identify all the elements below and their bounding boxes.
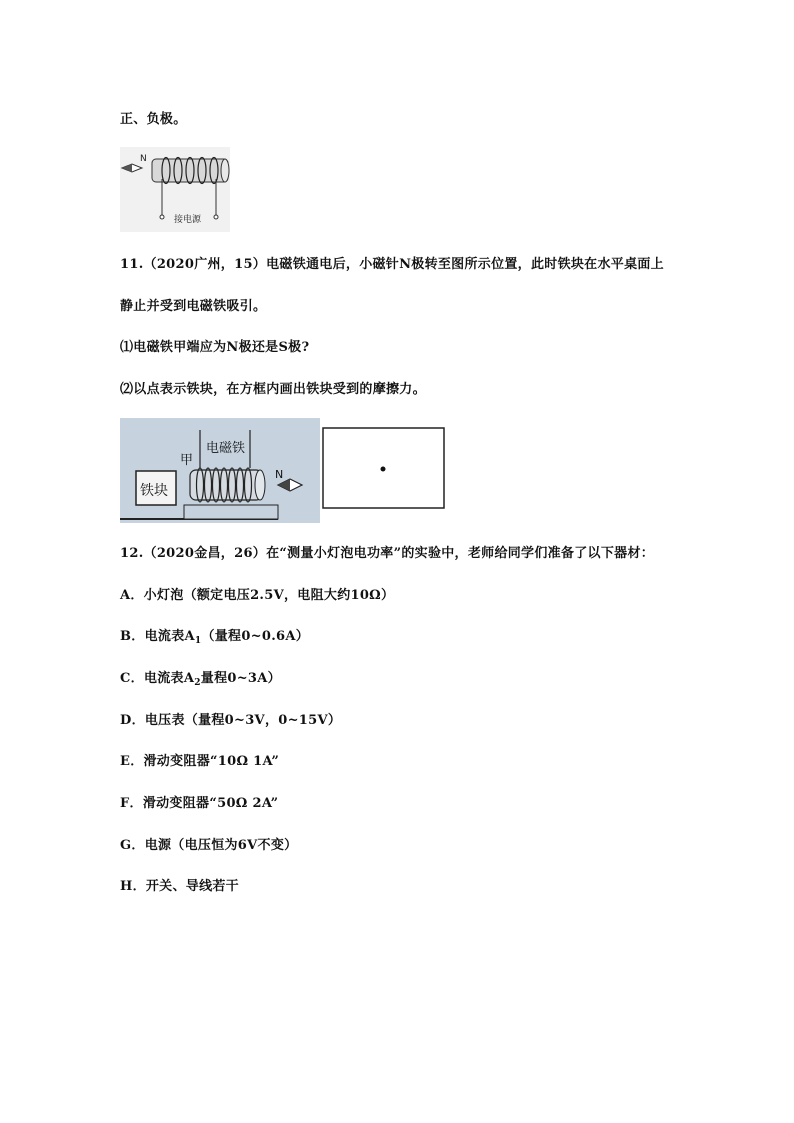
figure-electromagnet-iron (120, 418, 448, 523)
figure1-power-label: 接电源 (174, 215, 202, 225)
option-c (120, 670, 281, 688)
magnet-label: 电磁铁 (206, 441, 246, 456)
subscript: 2 (194, 678, 201, 688)
text-line: 正、负极。 (120, 112, 187, 127)
option-b (120, 628, 309, 646)
option-c-text: C．电流表A (120, 671, 195, 686)
option-a: A．小灯泡（额定电压2.5V，电阻大约10Ω） (120, 588, 395, 603)
text-line: 11.（2020广州，15）电磁铁通电后，小磁针N极转至图所示位置，此时铁块在水平桌面上 (120, 257, 664, 272)
jia-label: 甲 (180, 453, 194, 468)
text-line: ⑵以点表示铁块，在方框内画出铁块受到的摩擦力。 (120, 382, 426, 397)
option-h: H．开关、导线若干 (120, 879, 239, 894)
text-line: 12.（2020金昌，26）在“测量小灯泡电功率”的实验中，老师给同学们准备了以下器材： (120, 546, 655, 561)
iron-dot (381, 467, 386, 472)
option-f: F．滑动变阻器“50Ω 2A” (120, 796, 279, 811)
figure2-n-label: N (275, 468, 284, 481)
option-e: E．滑动变阻器“10Ω 1A” (120, 754, 280, 769)
iron-label: 铁块 (140, 483, 168, 499)
option-d: D．电压表（量程0~3V，0~15V） (120, 713, 342, 728)
figure1-n-label: N (140, 154, 147, 164)
option-b-range: （量程0~0.6A） (201, 629, 310, 644)
option-g: G．电源（电压恒为6V不变） (120, 838, 298, 853)
text-line: ⑴电磁铁甲端应为N极还是S极? (120, 340, 310, 355)
option-c-range: 量程0~3A） (200, 671, 281, 686)
subscript: 1 (194, 636, 202, 646)
text-line: 静止并受到电磁铁吸引。 (120, 299, 267, 314)
option-b-text: B．电流表A (120, 629, 195, 644)
figure-solenoid-compass (120, 147, 230, 232)
